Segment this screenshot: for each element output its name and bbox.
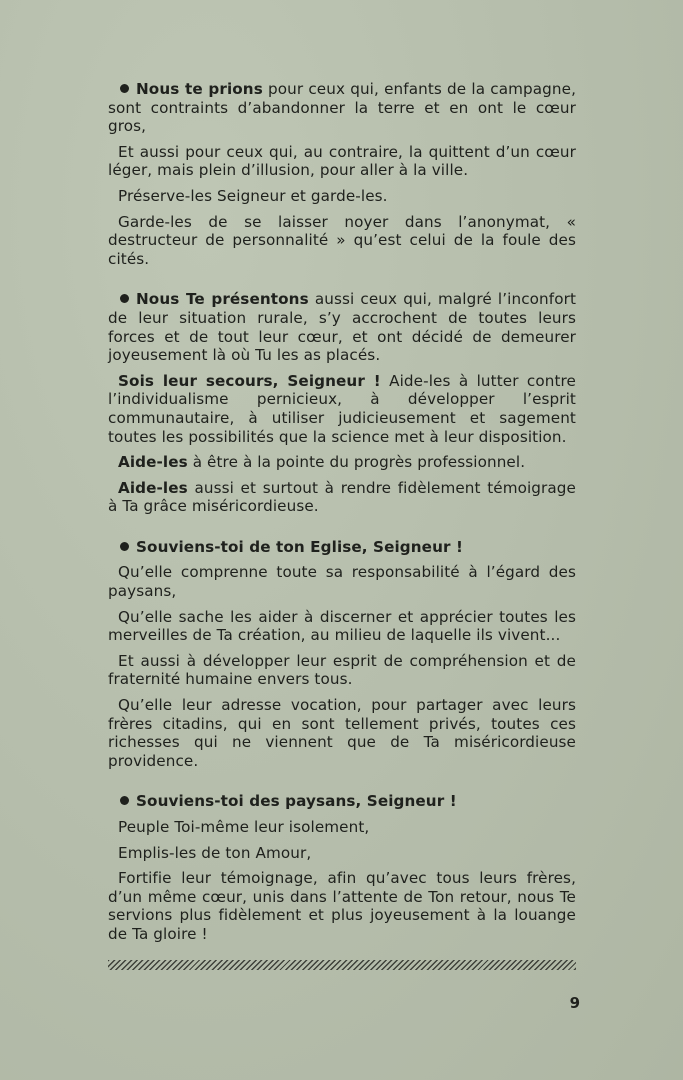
paragraph-lead: Aide-les <box>118 478 188 497</box>
paragraph-text: Aide-les à lutter contre l’individualisme pernicieux, à développer l’esprit communautaire, à utiliser judicieusement et sagement toutes les possibilités que la science met à leur disposition. <box>108 371 576 446</box>
paragraph-text: pour ceux qui, enfants de la campagne, sont contraints d’abandonner la terre et en ont le cœur gros, <box>108 80 576 136</box>
paragraph-lead: Nous Te présentons <box>136 290 309 309</box>
section-prayer-church <box>108 538 576 771</box>
paragraph-text: Peuple Toi-même leur isolement, <box>118 818 370 836</box>
paragraph <box>108 563 576 600</box>
paragraph-text: Qu’elle sache les aider à discerner et apprécier toutes les merveilles de Ta création, au milieu de laquelle ils vivent... <box>108 607 576 645</box>
paragraph <box>108 453 576 472</box>
paragraph-text: à être à la pointe du progrès professionnel. <box>187 453 526 472</box>
paragraph-lead: Nous te prions <box>136 80 263 98</box>
bullet-icon <box>120 542 129 551</box>
paragraph <box>108 696 576 770</box>
paragraph-lead: Souviens-toi de ton Eglise, Seigneur ! <box>136 537 463 556</box>
paragraph <box>108 143 576 180</box>
bullet-icon <box>120 294 129 303</box>
paragraph-text: Et aussi pour ceux qui, au contraire, la quittent d’un cœur léger, mais plein d’illusion, pour aller à la ville. <box>108 142 576 180</box>
paragraph <box>108 608 576 645</box>
paragraph-text: Emplis-les de ton Amour, <box>118 843 312 862</box>
bullet-icon <box>120 84 129 93</box>
paragraph <box>108 844 576 863</box>
paragraph <box>108 290 576 364</box>
paragraph <box>108 792 576 811</box>
page-number: 9 <box>569 994 580 1012</box>
paragraph <box>108 652 576 689</box>
paragraph-lead: Souviens-toi des paysans, Seigneur ! <box>136 792 457 811</box>
paragraph-text: Garde-les de se laisser noyer dans l’anonymat, « destructeur de personnalité » qu’est celui de la foule des cités. <box>108 212 576 268</box>
section-prayer-staying <box>108 290 576 516</box>
paragraph-text: Qu’elle leur adresse vocation, pour partager avec leurs frères citadins, qui en sont tellement privés, toutes ces richesses qui ne viennent que de Ta miséricordieuse providence. <box>108 696 576 770</box>
paragraph-text: Préserve-les Seigneur et garde-les. <box>118 186 388 205</box>
paragraph-text: aussi ceux qui, malgré l’inconfort de leur situation rurale, s’y accrochent de toutes leurs forces et de tout leur cœur, et ont décidé de demeurer joyeusement là où Tu les as placés. <box>108 290 577 365</box>
section-prayer-leaving <box>108 80 576 268</box>
paragraph-lead: Aide-les <box>118 453 188 472</box>
section-prayer-peasants <box>108 792 576 943</box>
paragraph-text: aussi et surtout à rendre fidèlement témoigrage à Ta grâce miséricordieuse. <box>108 478 576 516</box>
paragraph <box>108 818 576 837</box>
decorative-divider <box>108 960 576 970</box>
paragraph <box>108 869 576 943</box>
paragraph <box>108 479 576 516</box>
paragraph <box>108 538 576 557</box>
paragraph <box>108 372 576 446</box>
paragraph-text: Qu’elle comprenne toute sa responsabilité à l’égard des paysans, <box>108 563 576 601</box>
bullet-icon <box>120 796 129 805</box>
paragraph-text: Fortifie leur témoignage, afin qu’avec tous leurs frères, d’un même cœur, unis dans l’attente de Ton retour, nous Te servions plus fidèlement et plus joyeusement à la louange de Ta gloire ! <box>108 869 576 943</box>
page-body <box>108 80 576 966</box>
paragraph-lead: Sois leur secours, Seigneur ! <box>118 371 381 390</box>
paragraph <box>108 213 576 269</box>
paragraph-text: Et aussi à développer leur esprit de compréhension et de fraternité humaine envers tous. <box>108 651 576 689</box>
paragraph <box>108 187 576 206</box>
paragraph <box>108 80 576 136</box>
